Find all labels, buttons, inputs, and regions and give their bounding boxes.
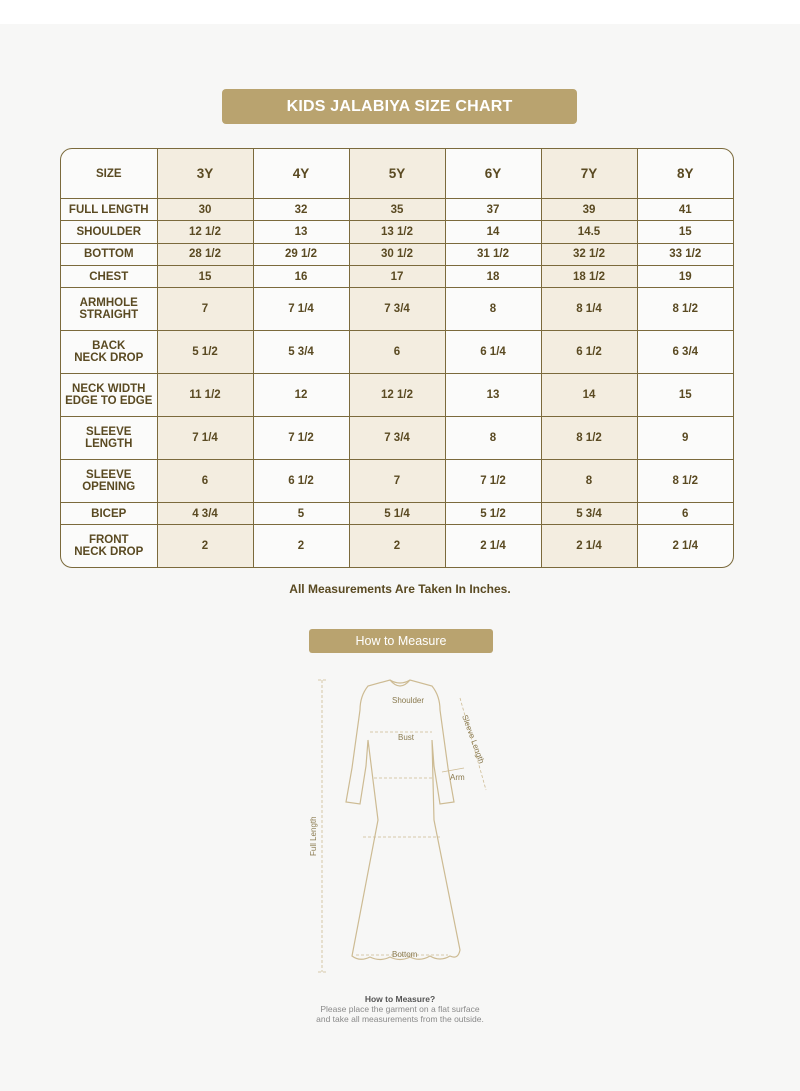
table-cell: 9: [637, 417, 733, 460]
table-cell: 12: [253, 374, 349, 417]
row-label: [61, 288, 157, 331]
table-cell: 5 3/4: [541, 503, 637, 525]
table-row: [61, 525, 733, 567]
label-bust: Bust: [398, 733, 415, 742]
table-cell: 11 1/2: [157, 374, 253, 417]
table-cell: 6: [157, 460, 253, 503]
table-row: [61, 288, 733, 331]
table-cell: 13 1/2: [349, 221, 445, 243]
table-cell: 2 1/4: [637, 525, 733, 567]
table-cell: 29 1/2: [253, 243, 349, 265]
row-label-line: SLEEVE: [86, 426, 132, 439]
label-shoulder: Shoulder: [392, 696, 425, 705]
table-row: [61, 331, 733, 374]
row-label-line: CHEST: [89, 270, 129, 283]
table-row: [61, 221, 733, 243]
footer-line-2: and take all measurements from the outside.: [316, 1014, 484, 1024]
table-cell: 31 1/2: [445, 243, 541, 265]
table-cell: 7 1/4: [157, 417, 253, 460]
dress-outline: [346, 680, 460, 960]
table-cell: 28 1/2: [157, 243, 253, 265]
row-label: [61, 417, 157, 460]
table-row: [61, 243, 733, 265]
table-cell: 12 1/2: [157, 221, 253, 243]
table-cell: 32: [253, 199, 349, 221]
table-row: [61, 417, 733, 460]
row-label: [61, 199, 157, 221]
table-cell: 16: [253, 265, 349, 287]
row-label: [61, 243, 157, 265]
table-cell: 5 1/4: [349, 503, 445, 525]
row-label: [61, 460, 157, 503]
header-6y: 6Y: [445, 149, 541, 199]
table-cell: 8 1/2: [541, 417, 637, 460]
table-cell: 41: [637, 199, 733, 221]
row-label: [61, 374, 157, 417]
chart-title: KIDS JALABIYA SIZE CHART: [222, 89, 577, 124]
table-cell: 5: [253, 503, 349, 525]
header-3y: 3Y: [157, 149, 253, 199]
row-label-line: LENGTH: [85, 438, 133, 451]
table-cell: 14: [541, 374, 637, 417]
header-4y: 4Y: [253, 149, 349, 199]
label-sleeve-length: Sleeve Length: [460, 713, 487, 765]
row-label-line: NECK WIDTH: [72, 383, 146, 396]
table-cell: 14.5: [541, 221, 637, 243]
table-cell: 2 1/4: [541, 525, 637, 567]
table-cell: 14: [445, 221, 541, 243]
table-cell: 30 1/2: [349, 243, 445, 265]
table-row: [61, 374, 733, 417]
row-label-line: BOTTOM: [83, 248, 134, 261]
row-label-line: NECK DROP: [74, 352, 144, 365]
table-cell: 8 1/2: [637, 460, 733, 503]
table-cell: 8: [445, 288, 541, 331]
table-header-row: [61, 149, 733, 199]
table-cell: 5 1/2: [157, 331, 253, 374]
table-cell: 39: [541, 199, 637, 221]
table-cell: 2: [157, 525, 253, 567]
row-label-line: FULL LENGTH: [68, 203, 149, 216]
label-bottom: Bottom: [392, 950, 418, 959]
table-cell: 13: [445, 374, 541, 417]
garment-diagram: [290, 670, 510, 990]
table-row: [61, 460, 733, 503]
table-cell: 6: [349, 331, 445, 374]
measurement-note: All Measurements Are Taken In Inches.: [289, 582, 511, 596]
table-cell: 33 1/2: [637, 243, 733, 265]
table-cell: 2: [253, 525, 349, 567]
table-cell: 37: [445, 199, 541, 221]
table-cell: 7: [157, 288, 253, 331]
arm-measure-line: [442, 768, 464, 772]
table-cell: 15: [637, 221, 733, 243]
row-label-line: SLEEVE: [86, 469, 132, 482]
row-label: [61, 221, 157, 243]
table-cell: 5 1/2: [445, 503, 541, 525]
table-cell: 4 3/4: [157, 503, 253, 525]
table-row: [61, 503, 733, 525]
table-cell: 13: [253, 221, 349, 243]
table-cell: 7 3/4: [349, 417, 445, 460]
table-cell: 8 1/2: [637, 288, 733, 331]
table-cell: 7 1/2: [253, 417, 349, 460]
table-cell: 17: [349, 265, 445, 287]
row-label-line: BICEP: [91, 507, 127, 520]
header-7y: 7Y: [541, 149, 637, 199]
table-cell: 18 1/2: [541, 265, 637, 287]
footer-instructions: [0, 994, 800, 1024]
table-cell: 6: [637, 503, 733, 525]
row-label-line: OPENING: [82, 481, 136, 494]
table-cell: 2: [349, 525, 445, 567]
table-cell: 30: [157, 199, 253, 221]
header-size: SIZE: [61, 149, 157, 199]
row-label: [61, 265, 157, 287]
table-cell: 35: [349, 199, 445, 221]
table-cell: 7: [349, 460, 445, 503]
size-chart-table: [60, 148, 734, 568]
table-cell: 15: [637, 374, 733, 417]
row-label-line: STRAIGHT: [79, 309, 139, 322]
table-cell: 8: [445, 417, 541, 460]
table-cell: 6 1/4: [445, 331, 541, 374]
row-label: [61, 503, 157, 525]
table-cell: 2 1/4: [445, 525, 541, 567]
row-label-line: BACK: [92, 340, 126, 353]
table-cell: 6 1/2: [541, 331, 637, 374]
table-cell: 5 3/4: [253, 331, 349, 374]
row-label-line: NECK DROP: [74, 546, 144, 559]
label-arm: Arm: [450, 773, 465, 782]
row-label-line: ARMHOLE: [79, 297, 138, 310]
table-cell: 8 1/4: [541, 288, 637, 331]
row-label-line: FRONT: [88, 534, 129, 547]
table-cell: 7 1/2: [445, 460, 541, 503]
table-cell: 12 1/2: [349, 374, 445, 417]
table-cell: 6 1/2: [253, 460, 349, 503]
label-full-length: Full Length: [309, 816, 318, 856]
footer-heading: How to Measure?: [364, 994, 436, 1004]
row-label-line: SHOULDER: [76, 225, 142, 238]
row-label-line: EDGE TO EDGE: [65, 395, 153, 408]
header-8y: 8Y: [637, 149, 733, 199]
how-to-measure-button[interactable]: How to Measure: [309, 629, 493, 653]
row-label: [61, 525, 157, 567]
table-cell: 19: [637, 265, 733, 287]
table-cell: 7 3/4: [349, 288, 445, 331]
row-label: [61, 331, 157, 374]
table-cell: 32 1/2: [541, 243, 637, 265]
table-row: [61, 199, 733, 221]
table-row: [61, 265, 733, 287]
table-cell: 18: [445, 265, 541, 287]
table-cell: 8: [541, 460, 637, 503]
table-cell: 15: [157, 265, 253, 287]
table-cell: 6 3/4: [637, 331, 733, 374]
header-5y: 5Y: [349, 149, 445, 199]
footer-line-1: Please place the garment on a flat surface: [320, 1004, 480, 1014]
table-cell: 7 1/4: [253, 288, 349, 331]
